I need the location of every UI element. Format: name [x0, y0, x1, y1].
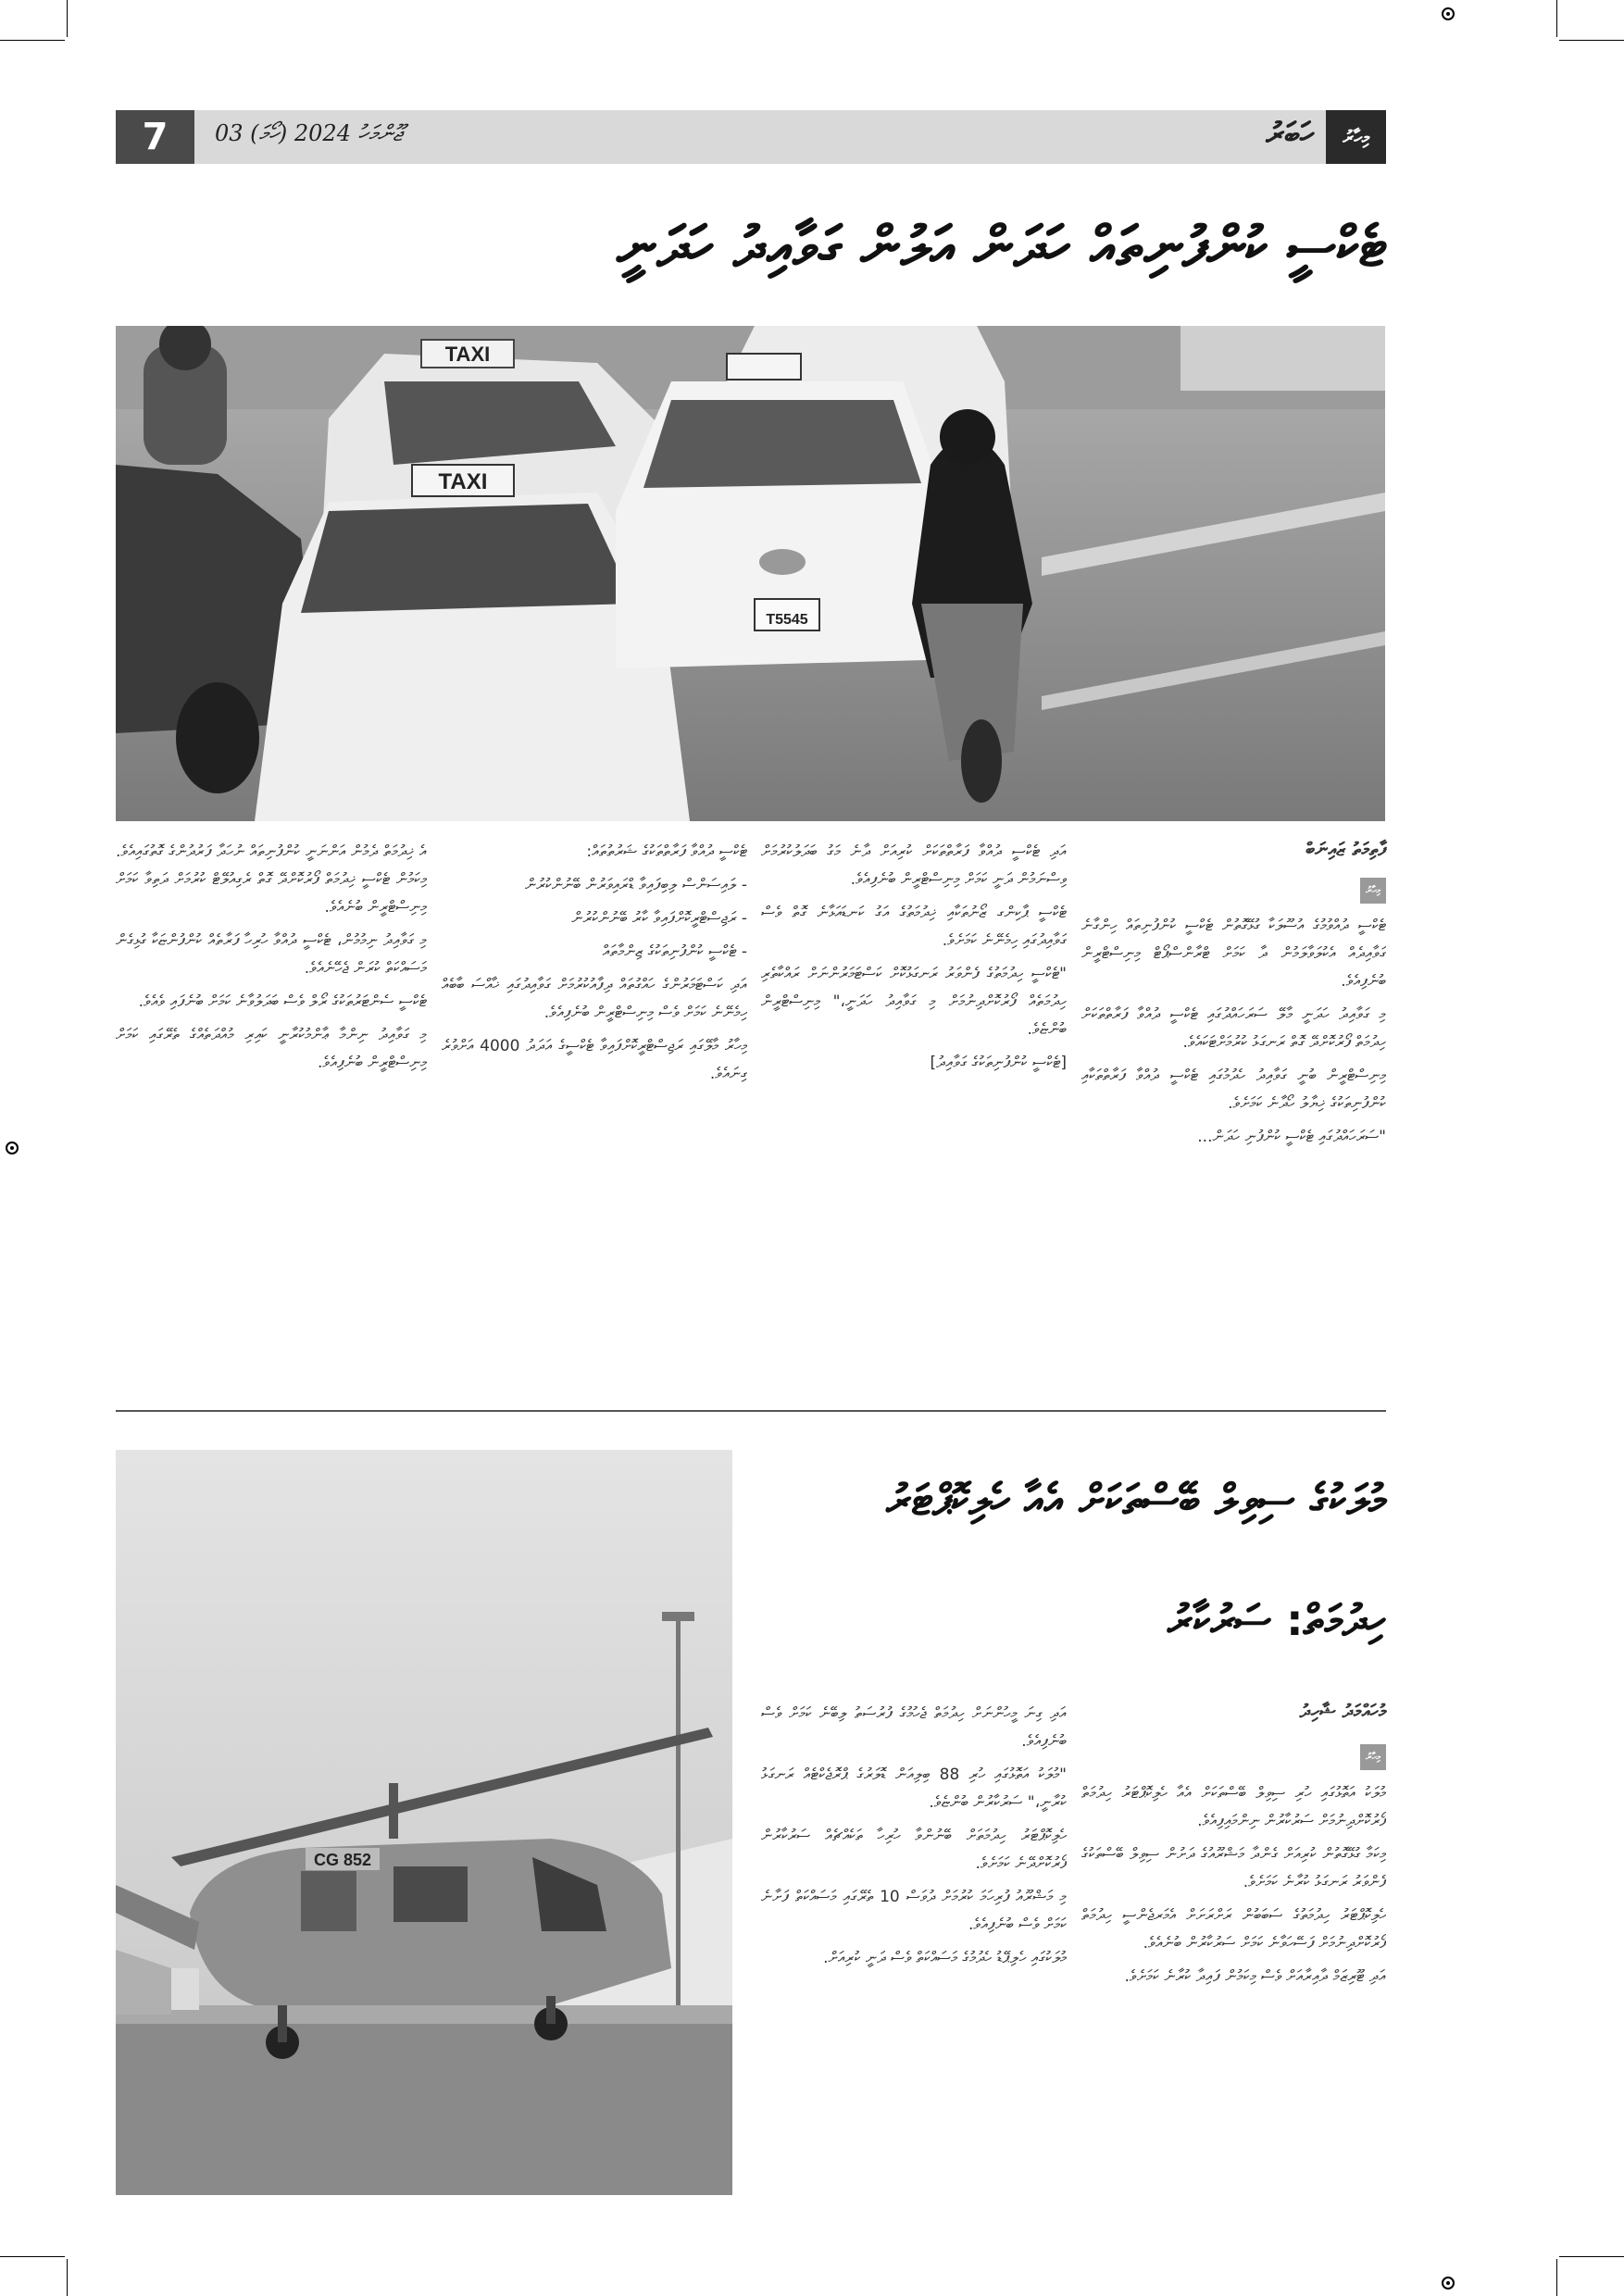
paragraph: ޓެކްސީ ސެންޓަރުތަކުގެ ރޯލް ވެސް ބަދަލުވާނެ ކަމަށް ބުނެފައި ވެއެވެ. — [138, 992, 427, 1011]
byline-logo: މިހާރު — [1360, 1744, 1386, 1770]
page-number: 7 — [116, 110, 194, 164]
paragraph: - ޓެކްސީ ކުންފުނިތަކުގެ ޒިންމާތައް — [602, 942, 747, 961]
registration-mark — [1442, 7, 1455, 20]
article1-column-2 — [761, 838, 1067, 1393]
paragraph: މިހާރު މާލޭގައި ރަޖިސްޓްރީކޮށްފައިވާ ޓެކްސީގެ އަދަދު 4000 އަށްވުރެ ގިނައެވެ. — [442, 1037, 747, 1083]
paragraph: "ޓެކްސީ ހިދުމަތުގެ ފެންވަރު ރަނގަޅުކޮށް ކަސްޓަމަރުންނަށް ރައްކާތެރި ހިދުމަތެއް ފޯރުކޮށްދިނުމަށް މި ގަވާއިދު ހަދަނީ،" މިނިސްޓްރީން ބުންޏެވެ. — [761, 965, 1067, 1039]
paragraph: ހެލިކޮޕްޓަރު ހިދުމަތުގެ ސަބަބުން ރަށްރަށަށް އެމަރޖެންސީ ހިދުމަތް ފޯރުކޮށްދިނުމަށް ފަސޭހަވާނެ ކަމަށް ސަރުކާރުން ބުނެއެވެ. — [1081, 1906, 1386, 1953]
article1-byline: ފާތިމަތު ޒައިނަބް — [1305, 838, 1386, 860]
registration-mark — [6, 1142, 19, 1154]
helicopter-photo — [116, 1450, 732, 2195]
license-plate: T5545 — [766, 612, 808, 628]
article2-headline-line1: މުލަކުގެ ސިވިލް ބޭސްތަކަށް އެއާ ހެލިކޮޕްޓަރު — [886, 1475, 1386, 1525]
taxi-photo — [116, 326, 1385, 821]
newspaper-logo: މިހާރު — [1326, 110, 1386, 164]
paragraph: "މުލަކު އަތޮޅުގައި ހުރި 88 ބިލިއަން ޑޮލަރުގެ ޕްރޮޖެކްޓެއް ރަނގަޅު ކުރާނީ،" ސަރުކާރުން ބުންޏެވެ. — [761, 1766, 1067, 1812]
paragraph: - ރަޖިސްޓްރީކޮށްފައިވާ ކާރު ބޭނުންކުރުން — [571, 909, 747, 928]
paragraph: "ސަރަހައްދުގައި ޓެކްސީ ކުންފުނި ހަދަން... — [1197, 1128, 1386, 1146]
paragraph: އަދި ޓެކްސީ ދުއްވާ ފަރާތްތަކަށް ކުރިއަށް ދާނެ މަގު ބަދަލުކުރުމަށް ވިސްނަމުން ދަނީ ކަމަށް މިނިސްޓްރީން ބުނެފިއެވެ. — [761, 842, 1067, 889]
crop-mark — [1559, 40, 1624, 41]
byline-logo: މިހާރު — [1360, 878, 1386, 904]
paragraph: އަދި ގިނަ މީހުންނަށް ހިދުމަތް ޖެހުމުގެ ފުރުސަތު ލިބޭނެ ކަމަށް ވެސް ބުނެފިއެވެ. — [761, 1704, 1067, 1751]
crop-mark — [0, 2256, 65, 2257]
crop-mark — [67, 0, 68, 37]
article1-headline: ޓެކްސީ ކުންފުނިތައް ހަދަން އަލުން ގަވާއިދު ހަދަނީ — [617, 215, 1386, 280]
article2-byline: މުހައްމަދު ޝާހިދު — [1299, 1700, 1386, 1722]
issue-date: 03 ޖޫންމަހު 2024 (ހޯމަ) — [215, 120, 403, 146]
paragraph: އަދި ކަސްޓަމަރުންގެ ހައްގުތައް ދިފާއުކުރުމަށް ގަވާއިދުގައި ޚާއްސަ ބާބެއް ހިމެނޭނެ ކަމަށް ވެސް މިނިސްޓްރީން ބުނެފިއެވެ. — [442, 976, 747, 1022]
paragraph: މި ގަވާއިދު ނިންމާ ޢާންމުކުރާނީ ކައިރި މުއްދަތެއްގެ ތެރޭގައި ކަމަށް މިނިސްޓްރީން ބުނެފިއެވެ. — [116, 1026, 427, 1072]
article1-column-4 — [116, 838, 427, 1227]
paragraph: މިކަމާ ގުޅޭގޮތުން ކުރިއަށް ގެންދާ މަޝްރޫއުގެ ދަށުން ސިވިލް ބޭސްތަކުގެ ފެންވަރު ރަނގަޅު ކުރާނެ ކަމަށެވެ. — [1081, 1845, 1386, 1891]
paragraph: އެ ޚިދުމަތް ދެމުން އަންނަނީ ކުންފުނިތައް ނުހަދާ ފަރުދުންގެ ގޮތުގައިއެވެ. މިކަމުން ޓެކްސީ ޚިދުމަތް ފޯރުކޮށްދޭ ގޮތް ރެގިއުލޭޓް ކުރުމަށް ދަތިވާ ކަމަށް މިނިސްޓްރީން ބުނެއެވެ. — [116, 842, 427, 917]
paragraph: - ލައިސަންސް ލިބިފައިވާ ޑްރައިވަރުން ބޭނުންކުރުން — [524, 876, 747, 894]
section-title: ހަބަރު — [1266, 116, 1315, 153]
paragraph: މި މަޝްރޫއު ފުރިހަމަ ކުރުމަށް ދުވަސް 10 ތެރޭގައި މަސައްކަތް ފަށާނެ ކަމަށް ވެސް ބުނެފިއެވެ. — [761, 1888, 1067, 1934]
taxi-sign: TAXI — [444, 343, 491, 366]
paragraph: އަދި ޓޫރިޒަމް ދާއިރާއަށް ވެސް މިކަމުން ފައިދާ ކުރާނެ ކަމަށެވެ. — [1124, 1967, 1386, 1986]
taxi-sign: TAXI — [438, 469, 488, 494]
paragraph: ޓެކްސީ ދުއްވުމުގެ އުސޫލަކާ ގުޅޭގޮތުން ޓެކްސީ ކުންފުނިތައް ހިންގާނެ ގަވާއިދެއް އެކުލަވާލަމުން ދާ ކަމަށް ޓްރާންސްޕޯޓް މިނިސްޓްރީން ބުނެފިއެވެ. — [1081, 917, 1386, 991]
paragraph: މުލަކުގައި ހެލިޕޭޑު ހެދުމުގެ މަސައްކަތް ވެސް ދަނީ ކުރިއަށް. — [823, 1949, 1067, 1967]
paragraph: ޓެކްސީ ޕާކިންގ ޒޯނުތަކާއި ޚިދުމަތުގެ އަގު ކަނޑައަޅާނެ ގޮތް ވެސް ގަވާއިދުގައި ހިމެނޭނެ ކަމަށެވެ. — [761, 904, 1067, 950]
paragraph: މިނިސްޓްރީން ބުނީ ގަވާއިދު ހެދުމުގައި ޓެކްސީ ދުއްވާ ފަރާތްތަކާއި ކުންފުނިތަކުގެ ޚިޔާލު ހޯދާނެ ކަމަށެވެ. — [1081, 1067, 1386, 1113]
crop-mark — [67, 2259, 68, 2296]
paragraph: [ޓެކްސީ ކުންފުނިތަކުގެ ގަވާއިދު] — [930, 1054, 1067, 1072]
helicopter-code: CG 852 — [313, 1851, 372, 1869]
registration-mark — [1442, 2277, 1455, 2290]
paragraph: ޓެކްސީ ދުއްވާ ފަރާތްތަކުގެ ޝަރުތުތައް: — [586, 842, 747, 861]
article1-column-1 — [1081, 912, 1386, 1393]
article2-column-1 — [1081, 1779, 1386, 2201]
crop-mark — [0, 40, 65, 41]
crop-mark — [1556, 2259, 1557, 2296]
paragraph: މި ގަވާއިދު ހަދަނީ މާލޭ ސަރަހައްދުގައި ޓެކްސީ ދުއްވާ ފަރާތްތަކަށް ހިދުމަތް ފޯރުކޮށްދޭ ގޮތް ރަނގަޅު ކުރުމަށްޓަކައެވެ. — [1081, 1005, 1386, 1052]
crop-mark — [1556, 0, 1557, 37]
paragraph: މި ގަވާއިދު ނިމުމުން، ޓެކްސީ ދުއްވާ ހުރިހާ ފަރާތެއް ކުންފުންޏަކާ ގުޅިގެން މަސައްކަތް ކުރަން ޖެހޭނެއެވެ. — [116, 931, 427, 978]
paragraph: މުލަކު އަތޮޅުގައި ހުރި ސިވިލް ބޭސްތަކަށް އެއާ ހެލިކޮޕްޓަރު ހިދުމަތް ފޯރުކޮށްދިނުމަށް ސަރުކާރުން ނިންމައިފިއެވެ. — [1081, 1784, 1386, 1830]
crop-mark — [1559, 2256, 1624, 2257]
paragraph: ހެލިކޮޕްޓަރު ހިދުމަތަށް ބޭނުންވާ ހުރިހާ ތަކެއްޗެއް ސަރުކާރުން ފޯރުކޮށްދޭނެ ކަމަށެވެ. — [761, 1827, 1067, 1873]
article2-column-2 — [761, 1700, 1067, 2135]
section-divider — [116, 1410, 1386, 1412]
article1-column-3 — [442, 838, 747, 1393]
article2-headline-line2: ހިދުމަތް: ސަރުކާރު — [1167, 1595, 1386, 1645]
